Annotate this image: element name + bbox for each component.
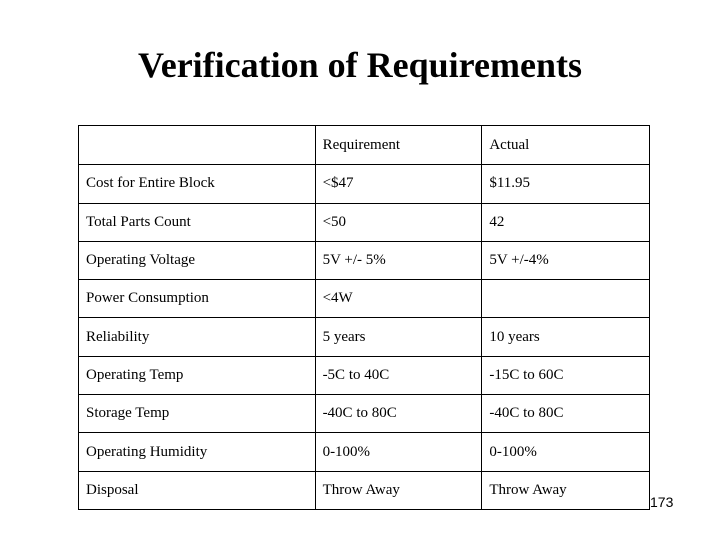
actual-cell: Throw Away	[482, 471, 650, 509]
table-row	[79, 241, 650, 279]
requirement-cell: -5C to 40C	[315, 356, 482, 394]
actual-cell: 5V +/-4%	[482, 241, 650, 279]
table-row	[79, 203, 650, 241]
table-row	[79, 165, 650, 203]
slide-title: Verification of Requirements	[138, 45, 582, 85]
page-number: 173	[650, 494, 674, 510]
requirement-cell: <$47	[315, 165, 482, 203]
actual-cell	[482, 280, 650, 318]
requirements-table	[78, 125, 650, 510]
header-cell-actual: Actual	[482, 126, 650, 165]
row-label-cell: Operating Humidity	[79, 433, 316, 471]
table-row	[79, 433, 650, 471]
row-label-cell: Operating Voltage	[79, 241, 316, 279]
table-row	[79, 318, 650, 356]
requirement-cell: 5 years	[315, 318, 482, 356]
table-row	[79, 395, 650, 433]
requirement-cell: Throw Away	[315, 471, 482, 509]
row-label-cell: Total Parts Count	[79, 203, 316, 241]
row-label-cell: Power Consumption	[79, 280, 316, 318]
row-label-cell: Cost for Entire Block	[79, 165, 316, 203]
table-header-row	[79, 126, 650, 165]
actual-cell: $11.95	[482, 165, 650, 203]
row-label-cell: Storage Temp	[79, 395, 316, 433]
header-cell-blank	[79, 126, 316, 165]
row-label-cell: Disposal	[79, 471, 316, 509]
header-cell-requirement: Requirement	[315, 126, 482, 165]
table-row	[79, 356, 650, 394]
actual-cell: 42	[482, 203, 650, 241]
actual-cell: -15C to 60C	[482, 356, 650, 394]
requirement-cell: <50	[315, 203, 482, 241]
row-label-cell: Reliability	[79, 318, 316, 356]
requirement-cell: <4W	[315, 280, 482, 318]
actual-cell: -40C to 80C	[482, 395, 650, 433]
requirement-cell: -40C to 80C	[315, 395, 482, 433]
requirement-cell: 5V +/- 5%	[315, 241, 482, 279]
actual-cell: 0-100%	[482, 433, 650, 471]
requirement-cell: 0-100%	[315, 433, 482, 471]
table-row	[79, 471, 650, 509]
actual-cell: 10 years	[482, 318, 650, 356]
row-label-cell: Operating Temp	[79, 356, 316, 394]
table-row	[79, 280, 650, 318]
